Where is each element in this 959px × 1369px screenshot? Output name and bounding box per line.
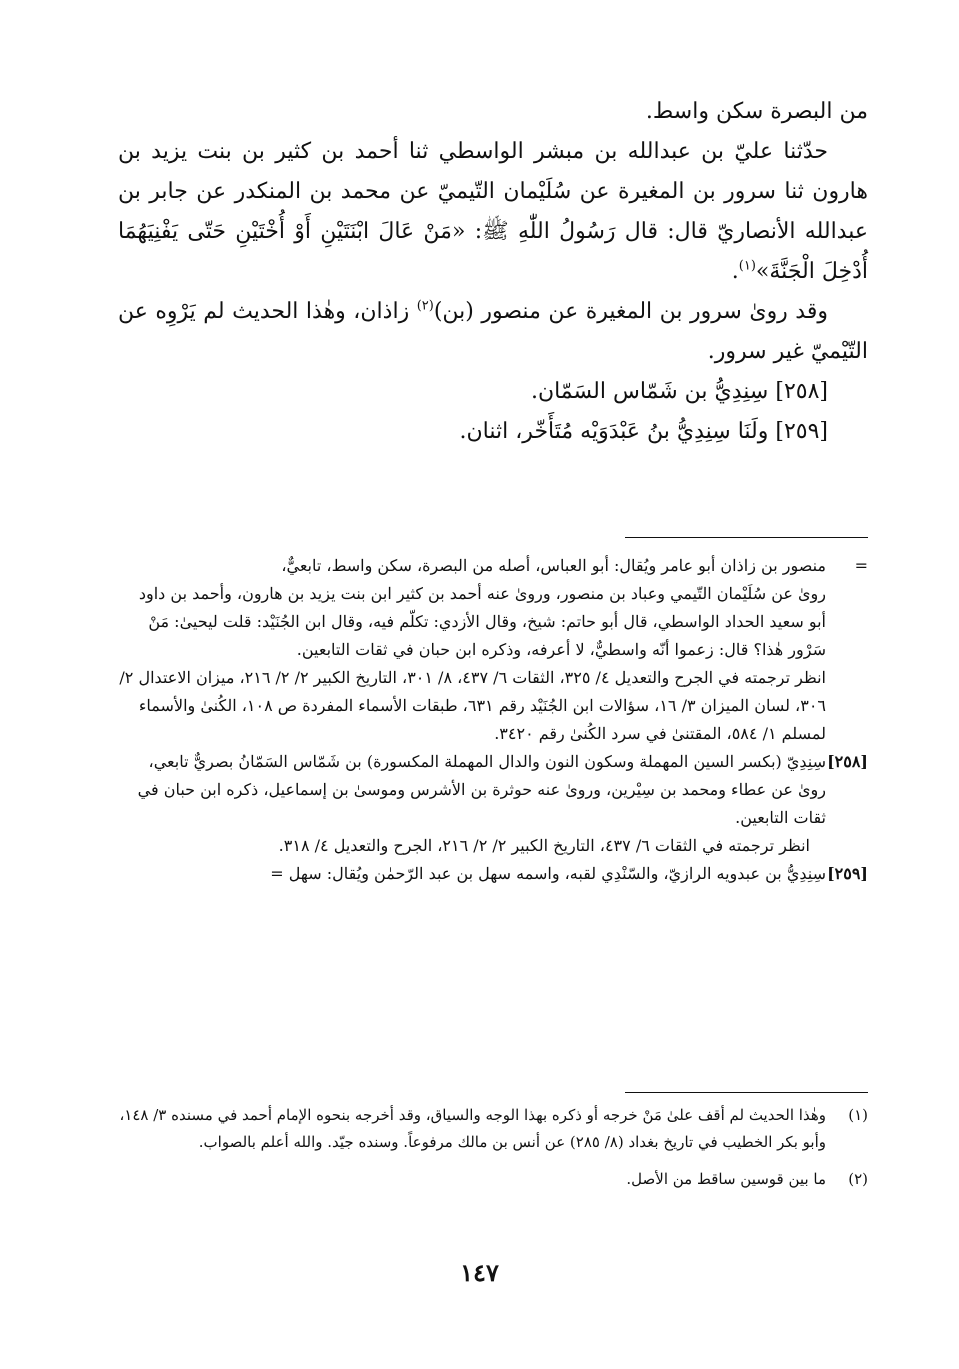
note-mansur-narration: روىٰ عن سُلَيْمان التّيمي وعباد بن منصور، وروىٰ عنه أحمد بن كثير ابن بنت يزيد بن هارون، وأحمد بن داود أبو سعيد الحداد الواسطي، قال أبو حاتم: شيخ، وقال الأزدي: تكلّم فيه، وقال ابن الجُنَيْد: قلت ليحيىٰ: مَنْ سَرْور هٰذا؟ قال: زعموا أنّه واسطيٌّ، لا أعرفه، وذكره ابن حبان في ثقات التابعين. <box>138 584 826 659</box>
footnote-2 <box>118 1166 868 1193</box>
main-line-first: من البصرة سكن واسط. <box>645 99 868 124</box>
footnotes-section <box>118 1102 868 1193</box>
note-258-text: سِنِدِيّ (بكسر السين المهملة وسكون النون والدال المهملة المكسورة) بن شَمّاس السَمّانُ بصريٌّ تابعي، روىٰ عن عطاء ومحمد بن سِيْرين، وروىٰ عنه حوثرة بن الأشرس وموسىٰ بن إسماعيل، ذكره ابن حبان في ثقات التابعين. <box>137 752 826 827</box>
note-258-marker: [٢٥٨] <box>827 752 868 771</box>
entry-258: [٢٥٨] سِنِدِيُّ بن شَمّاس السَمّان. <box>530 379 828 404</box>
footnote-ref-1: (١) <box>738 258 756 274</box>
hadith-end: . <box>731 259 739 284</box>
entry-259: [٢٥٩] ولَنَا سِنِدِيُّ بنُ عَبْدَوَيْه مُتَأَخّر، اثنان. <box>459 419 828 444</box>
note-mansur-text: منصور بن زاذان أبو عامر ويُقال: أبو العباس، أصله من البصرة، سكن واسط، تابعيٌّ، <box>281 556 826 575</box>
footnote-2-marker: (٢) <box>848 1170 868 1188</box>
note-258 <box>118 748 868 832</box>
note-paragraph <box>118 292 868 372</box>
footnote-ref-2: (٢) <box>416 298 434 314</box>
footnotes-divider <box>625 1092 868 1093</box>
footnote-1 <box>118 1102 868 1156</box>
continuation-marker: = <box>854 556 868 575</box>
main-text <box>118 92 868 452</box>
note-mansur <box>118 552 868 580</box>
footnote-1-marker: (١) <box>848 1106 868 1124</box>
note-258-refs: انظر ترجمته في الثقات ٦/ ٤٣٧، التاريخ الكبير ٢/ ٢/ ٢١٦، الجرح والتعديل ٤/ ٣١٨. <box>278 836 810 855</box>
note-text-a: وقد روىٰ سرور بن المغيرة عن منصور (بن) <box>433 299 828 324</box>
note-259-text: سِنِدِيُّ بن عبدويه الرازيّ، والسّنْدِي لقبه، واسمه سهل بن عبد الرّحمٰن ويُقال: سهل = <box>270 864 826 883</box>
note-259 <box>118 860 868 888</box>
note-259-marker: [٢٥٩] <box>827 864 868 883</box>
footnote-2-text: ما بين قوسين ساقط من الأصل. <box>626 1170 826 1188</box>
page-number: ١٤٧ <box>460 1258 499 1287</box>
notes-divider <box>625 537 868 538</box>
footnote-1-text: وهٰذا الحديث لم أقف علىٰ مَنْ خرجه أو ذكره بهذا الوجه والسياق، وقد أخرجه بنحوه الإمام أحمد في مسنده ٣/ ١٤٨، وأبو بكر الخطيب في تاريخ بغداد (٨/ ٢٨٥) عن أنس بن مالك مرفوعاً. وسنده جيّد. والله أعلم بالصواب. <box>119 1106 826 1151</box>
note-mansur-refs: انظر ترجمته في الجرح والتعديل ٤/ ٣٢٥، الثقات ٦/ ٤٣٧، ٨/ ٣٠١، التاريخ الكبير ٢/ ٢/ ٢١٦، ميزان الاعتدال ٢/ ٣٠٦، لسان الميزان ٣/ ١٦، سؤالات ابن الجُنَيْد رقم ٦٣١، طبقات الأسماء المفردة ص ١٠٨، الكُنىٰ والأسماء لمسلم ١/ ٥٨٤، المقتنىٰ في سرد الكُنىٰ رقم ٣٤٢٠. <box>119 668 826 743</box>
notes-section <box>118 552 868 888</box>
note-text-b: زاذان، وهٰذا الحديث لم يَرْوِه عن التّيْميّ غير سرور. <box>118 299 868 364</box>
hadith-text: حدّثنا عليّ بن عبدالله بن مبشر الواسطي ثنا أحمد بن كثير بن بنت يزيد بن هارون ثنا سرور بن المغيرة عن سُلَيْمان التّيميّ عن محمد بن المنكدر عن جابر بن عبدالله الأنصاريّ قال: قال رَسُولُ اللّٰهِ ﷺ: «مَنْ عَالَ ابْنَتَيْنِ أَوْ أُخْتَيْنِ حَتّى يَفْنِيَهُمَا أُدْخِلَ الْجَنَّةَ» <box>118 139 868 284</box>
hadith-paragraph <box>118 132 868 292</box>
